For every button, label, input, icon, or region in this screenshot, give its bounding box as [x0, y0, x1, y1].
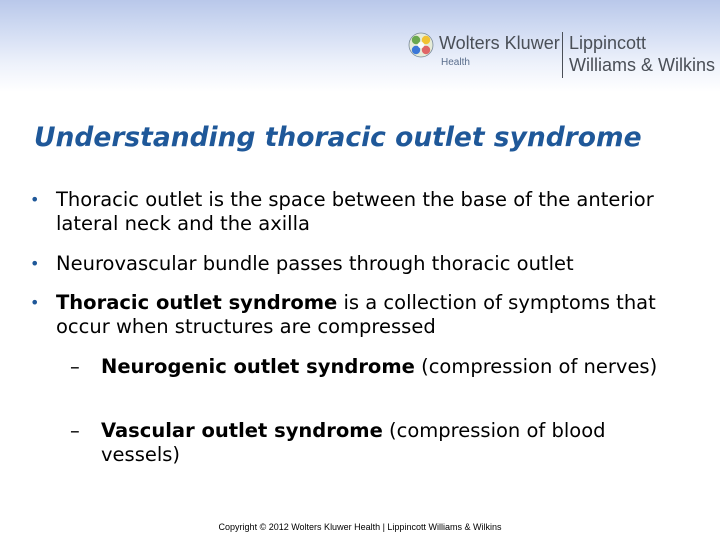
imprint-line-2: Williams & Wilkins [569, 55, 715, 75]
bullet-text [56, 291, 690, 339]
division-name: Health [441, 57, 470, 68]
sub-bullet-marker: – [70, 419, 80, 442]
sub-bullet-bold-term: Vascular outlet syndrome [101, 419, 383, 442]
bullet-marker: • [30, 190, 40, 209]
slide-title: Understanding thoracic outlet syndrome [34, 122, 642, 153]
sub-bullet-text [101, 419, 680, 467]
bullet-text-body: is a collection of symptoms that occur when structures are compressed [56, 291, 656, 338]
bullet-text [56, 188, 690, 236]
bullet-text-body: Neurovascular bundle passes through thoracic outlet [56, 252, 574, 275]
sub-bullet-marker: – [70, 355, 80, 378]
sub-bullet-text-body: (compression of blood vessels) [101, 419, 606, 466]
bullet-item [30, 188, 690, 236]
bullet-marker: • [30, 293, 40, 312]
bullet-text-body: Thoracic outlet is the space between the base of the anterior lateral neck and the axilla [56, 188, 654, 235]
sub-bullet-text-body: (compression of nerves) [414, 355, 658, 378]
bullet-text [56, 252, 690, 276]
bullet-bold-term: Thoracic outlet syndrome [56, 291, 338, 314]
copyright-footer: Copyright © 2012 Wolters Kluwer Health | Lippincott Williams & Wilkins [218, 522, 502, 532]
imprint-line-1: Lippincott [569, 33, 647, 53]
sub-bullet-item [70, 419, 680, 467]
bullet-marker: • [30, 254, 40, 273]
bullet-item [30, 291, 690, 339]
sub-bullet-item [70, 355, 680, 379]
sub-bullet-bold-term: Neurogenic outlet syndrome [101, 355, 415, 378]
sub-bullet-text [101, 355, 680, 379]
bullet-item [30, 252, 690, 276]
company-name: Wolters Kluwer [439, 33, 560, 53]
